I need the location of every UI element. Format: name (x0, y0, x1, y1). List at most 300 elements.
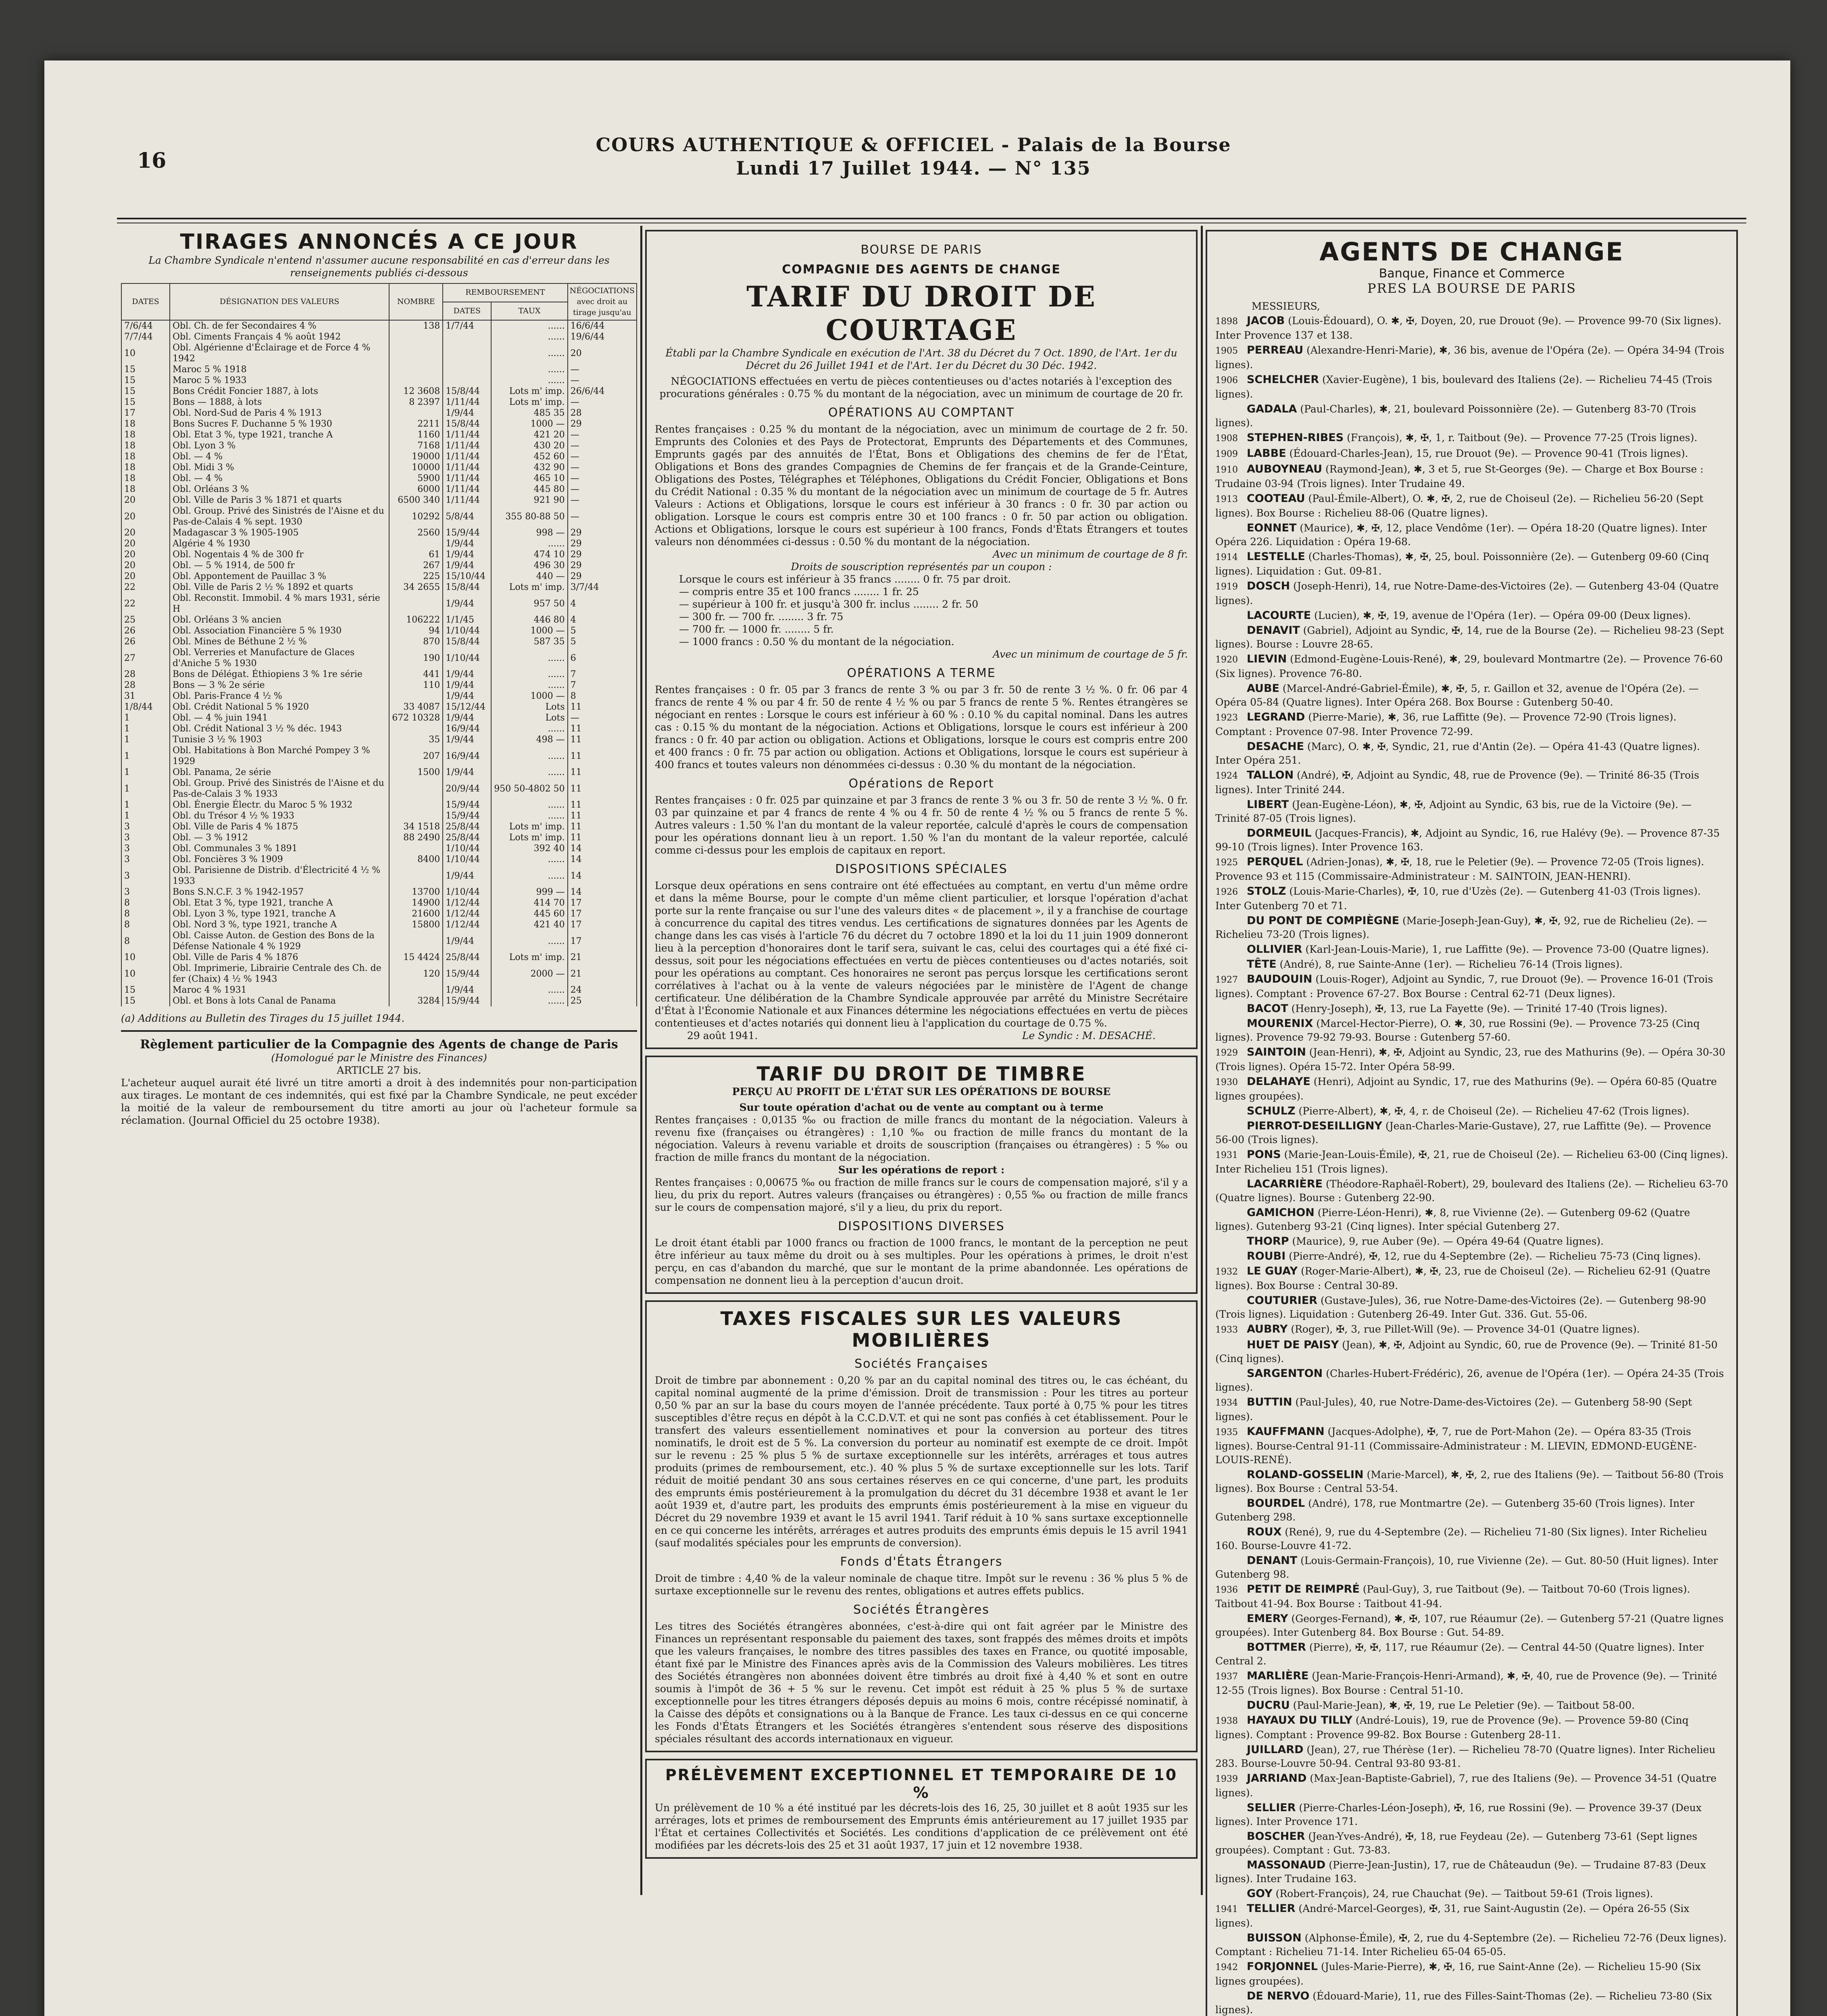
souscription-list (655, 573, 1188, 648)
row-taux: ...... (491, 767, 567, 778)
agent-name: SARGENTON (1246, 1367, 1323, 1380)
agent-name: EONNET (1246, 522, 1297, 534)
compagnie-title: COMPAGNIE DES AGENTS DE CHANGE (782, 262, 1061, 277)
row-negociation: 19/6/44 (568, 331, 637, 342)
row-remb-date: 15/9/44 (443, 527, 491, 538)
row-remb-date: 1/12/44 (443, 919, 491, 930)
agent-details: (Jacques-Francis), ✱, Adjoint au Syndic, 16, rue Halévy (9e). — Provence 87-35 99-10 (Trois lignes). Inter Provence 163. (1215, 827, 1720, 853)
row-designation: Obl. Group. Privé des Sinistrés de l'Aisne et du Pas-de-Calais 3 % 1933 (170, 778, 389, 800)
list-item (1215, 462, 1728, 491)
reglement-title: Règlement particulier de la Compagnie des Agents de change de Paris (140, 1037, 618, 1052)
agent-year: 1905 (1215, 346, 1238, 356)
row-remb-date: 15/9/44 (443, 963, 491, 985)
row-negociation: — (568, 484, 637, 495)
agent-details: (Pierre-Albert), ✱, ✠, 4, r. de Choiseul (2e). — Richelieu 47-62 (Trois lignes). (1298, 1105, 1690, 1117)
table-row (121, 734, 637, 745)
row-designation: Obl. du Trésor 4 ½ % 1933 (170, 810, 389, 821)
table-row (121, 745, 637, 767)
row-negociation: 29 (568, 549, 637, 560)
row-designation: Bons — 1888, à lots (170, 397, 389, 408)
table-row (121, 571, 637, 582)
row-date: 20 (121, 549, 170, 560)
reglement-article: ARTICLE 27 bis. (337, 1064, 421, 1076)
agent-year: 1935 (1215, 1427, 1238, 1437)
row-taux: 465 10 (491, 473, 567, 484)
agent-year: 1936 (1215, 1585, 1238, 1595)
agent-name: STOLZ (1246, 885, 1286, 898)
row-designation: Obl. Nord-Sud de Paris 4 % 1913 (170, 408, 389, 419)
table-row (121, 810, 637, 821)
row-negociation: 6 (568, 647, 637, 669)
row-nombre (389, 930, 443, 952)
agent-name: DU PONT DE COMPIÈGNE (1246, 914, 1400, 927)
agent-name: PETIT DE REIMPRÉ (1246, 1583, 1360, 1595)
agent-details: (Marie-Joseph-Jean-Guy), ✱, ✠, 92, rue de Richelieu (2e). — Richelieu 73-20 (Trois lignes). (1215, 915, 1707, 940)
table-row (121, 386, 637, 397)
taxes-fr-title: Sociétés Françaises (854, 1357, 988, 1371)
list-item (1215, 1177, 1728, 1205)
dispositions-text: Lorsque deux opérations en sens contraire ont été effectuées au comptant, en vertu d'un même ordre et dans la même Bourse, pour le compte d'un même client particulier, et lorsque l'opération d'achat porte sur la rente française ou sur l'une des valeurs dites « de placement », il y a franchise de courtage à concurrence du capital des titres vendus. Les certifications de signatures données par les Agents de change dans les cas visés à l'article 76 du décret du 7 octobre 1890 et la loi du 11 juin 1909 donneront lieu à la perception d'honoraires dont le tarif sera, suivant le cas, celui des courtages qui a été fixé ci-dessus, soit pour les négociations effectuées en vertu de pièces contentieuses ou d'actes notariés, soit pour les opérations au comptant. Ces honoraires ne seront pas perçus lorsque les certifications seront corrélatives à l'achat ou à la vente de valeurs négociées par le ministère de l'Agent de change certificateur. Une délibération de la Chambre Syndicale approuvée par arrêté du Ministre Secrétaire d'État à l'Économie Nationale et aux Finances détermine les négociations effectuées en vertu de pièces contentieuses et d'actes notariés qui donnent lieu à l'application du courtage de 0.75 %. (655, 880, 1188, 1029)
row-negociation: 11 (568, 702, 637, 712)
agent-details: (Paul-Émile-Albert), O. ✱, ✠, 2, rue de Choiseul (2e). — Richelieu 56-20 (Sept lignes). Box Bourse : Richelieu 88-06 (Quatre lignes). (1215, 493, 1704, 519)
table-row (121, 930, 637, 952)
list-item (1215, 1641, 1728, 1668)
row-negociation: 7 (568, 680, 637, 691)
agent-name: BOURDEL (1246, 1497, 1305, 1510)
row-negociation: 29 (568, 538, 637, 549)
col-header-taux: TAUX (491, 302, 567, 321)
agent-details: (Jacques-Adolphe), ✠, 7, rue de Port-Mahon (2e). — Opéra 83-35 (Trois lignes). Bourse-Central 91-11 (Commissaire-Administrateur : M. LIEVIN, EDMOND-EUGÈNE-LOUIS-RENÉ). (1215, 1426, 1697, 1466)
row-date: 3 (121, 865, 170, 887)
row-taux: 430 20 (491, 440, 567, 451)
row-designation: Maroc 5 % 1933 (170, 375, 389, 386)
table-row (121, 898, 637, 908)
taxes-etr-title: Sociétés Étrangères (853, 1603, 990, 1617)
row-designation: Obl. Habitations à Bon Marché Pompey 3 % 1929 (170, 745, 389, 767)
row-nombre: 5900 (389, 473, 443, 484)
row-designation: Bons — 3 % 2e série (170, 680, 389, 691)
courtage-date: 29 août 1941. (687, 1030, 758, 1041)
row-negociation: 29 (568, 560, 637, 571)
agent-details: (Robert-François), 24, rue Chauchat (9e). — Taitbout 59-61 (Trois lignes). (1275, 1888, 1653, 1899)
agent-name: PERREAU (1246, 344, 1304, 356)
row-date: 18 (121, 419, 170, 429)
list-item (1215, 1699, 1728, 1712)
row-taux: ...... (491, 538, 567, 549)
row-designation: Obl. Ville de Paris 2 ½ % 1892 et quarts (170, 582, 389, 593)
row-taux: 921 90 (491, 495, 567, 506)
timbre-sub1: Sur toute opération d'achat ou de vente au comptant ou à terme (739, 1102, 1104, 1113)
row-remb-date: 15/8/44 (443, 582, 491, 593)
row-nombre: 190 (389, 647, 443, 669)
row-negociation: — (568, 429, 637, 440)
row-negociation: 29 (568, 571, 637, 582)
row-negociation: 26/6/44 (568, 386, 637, 397)
list-item (1215, 973, 1728, 1001)
row-negociation: 17 (568, 919, 637, 930)
report-title: Opérations de Report (848, 777, 994, 791)
row-nombre: 61 (389, 549, 443, 560)
agent-year: 1914 (1215, 552, 1238, 562)
row-nombre: 2211 (389, 419, 443, 429)
row-negociation: — (568, 440, 637, 451)
row-nombre: 21600 (389, 908, 443, 919)
row-taux: ...... (491, 320, 567, 331)
column-divider (1201, 226, 1203, 1895)
row-taux: ...... (491, 800, 567, 810)
row-nombre (389, 810, 443, 821)
row-date: 8 (121, 919, 170, 930)
table-row (121, 625, 637, 636)
row-negociation: 11 (568, 778, 637, 800)
agent-name: BOSCHER (1246, 1830, 1305, 1843)
list-item (1215, 492, 1728, 520)
agent-name: SELLIER (1246, 1801, 1296, 1814)
row-taux: 474 10 (491, 549, 567, 560)
row-remb-date: 1/10/44 (443, 625, 491, 636)
row-date: 15 (121, 386, 170, 397)
list-item (1215, 1235, 1728, 1248)
table-row (121, 647, 637, 669)
agent-name: GAMICHON (1246, 1206, 1315, 1219)
row-remb-date: 1/10/44 (443, 854, 491, 865)
agent-year: 1926 (1215, 887, 1238, 897)
row-negociation: 24 (568, 985, 637, 996)
agent-details: (Edmond-Eugène-Louis-René), ✱, 29, boulevard Montmartre (2e). — Provence 76-60 (Six lignes). Provence 76-80. (1215, 653, 1723, 679)
row-date: 1 (121, 767, 170, 778)
row-date: 26 (121, 625, 170, 636)
row-negociation: — (568, 451, 637, 462)
agent-year: 1927 (1215, 975, 1238, 985)
agent-details: (Raymond-Jean), ✱, 3 et 5, rue St-Georges (9e). — Charge et Box Bourse : Trudaine 03-94 (Trois lignes). Inter Trudaine 49. (1215, 463, 1704, 489)
reglement-subtitle: (Homologué par le Ministre des Finances) (271, 1052, 487, 1064)
col-header-dates: DATES (121, 283, 170, 320)
agent-name: AUBOYNEAU (1246, 463, 1323, 475)
row-taux: Lots m' imp. (491, 952, 567, 963)
agent-name: LEGRAND (1246, 711, 1305, 723)
row-date: 28 (121, 680, 170, 691)
agent-year: 1941 (1215, 1904, 1238, 1914)
agent-details: (Jean-Yves-André), ✠, 18, rue Feydeau (2e). — Gutenberg 73-61 (Sept lignes groupées). Comptant : Gut. 73-83. (1215, 1831, 1698, 1856)
row-nombre: 1160 (389, 429, 443, 440)
row-negociation: 11 (568, 821, 637, 832)
agent-year: 1920 (1215, 655, 1238, 665)
agent-name: COUTURIER (1246, 1294, 1318, 1307)
row-taux: 498 — (491, 734, 567, 745)
agent-details: (Pierre-Jean-Justin), 17, rue de Châteaudun (9e). — Trudaine 87-83 (Deux lignes). Inter Trudaine 163. (1215, 1859, 1706, 1885)
agent-name: GADALA (1246, 403, 1297, 415)
list-item (1215, 431, 1728, 446)
table-row (121, 560, 637, 571)
agent-name: PERQUEL (1246, 856, 1303, 868)
agent-details: (Pierre-Léon-Henri), ✱, 8, rue Vivienne (2e). — Gutenberg 09-62 (Quatre lignes). Gutenberg 93-21 (Cinq lignes). Inter spécial Gutenberg 27. (1215, 1207, 1690, 1232)
agent-year: 1937 (1215, 1672, 1238, 1682)
row-nombre (389, 408, 443, 419)
row-designation: Obl. — 4 % (170, 451, 389, 462)
row-negociation: — (568, 506, 637, 527)
row-date: 3 (121, 821, 170, 832)
row-designation: Maroc 4 % 1931 (170, 985, 389, 996)
agent-name: STEPHEN-RIBES (1246, 431, 1344, 444)
row-designation: Obl. Etat 3 %, type 1921, tranche A (170, 898, 389, 908)
row-negociation: 11 (568, 800, 637, 810)
list-item (1215, 914, 1728, 941)
agent-year: 1910 (1215, 465, 1238, 475)
row-nombre: 33 4087 (389, 702, 443, 712)
row-negociation: — (568, 364, 637, 375)
agent-year: 1933 (1215, 1325, 1238, 1335)
row-taux: ...... (491, 680, 567, 691)
agent-details: (Pierre), ✠, ✠, 117, rue Réaumur (2e). — Central 44-50 (Quatre lignes). Inter Central 2. (1215, 1641, 1704, 1667)
row-designation: Obl. Lyon 3 %, type 1921, tranche A (170, 908, 389, 919)
row-taux: 445 60 (491, 908, 567, 919)
row-remb-date: 25/8/44 (443, 952, 491, 963)
table-row (121, 669, 637, 680)
agent-details: (Maurice), ✱, ✠, 12, place Vendôme (1er). — Opéra 18-20 (Quatre lignes). Inter Opéra 226. Liquidation : Opéra 19-68. (1215, 522, 1707, 548)
row-negociation: 21 (568, 963, 637, 985)
agent-details: (Marie-Jean-Louis-Émile), ✠, 21, rue de Choiseul (2e). — Richelieu 63-00 (Cinq lignes). Inter Richelieu 151 (Trois lignes). (1215, 1149, 1728, 1175)
row-remb-date: 1/11/44 (443, 484, 491, 495)
agents-title: AGENTS DE CHANGE (1319, 237, 1624, 267)
agent-details: (Georges-Fernand), ✱, ✠, 107, rue Réaumur (2e). — Gutenberg 57-21 (Quatre lignes groupées). Inter Gutenberg 84. Box Bourse : Gut. 54-89. (1215, 1613, 1724, 1638)
list-item (1215, 855, 1728, 883)
agent-name: LE GUAY (1246, 1265, 1298, 1277)
table-row (121, 614, 637, 625)
prelevement-title: PRÉLÈVEMENT EXCEPTIONNEL ET TEMPORAIRE DE 10 % (665, 1766, 1178, 1801)
agent-details: (Max-Jean-Baptiste-Gabriel), 7, rue des Italiens (9e). — Provence 34-51 (Quatre lignes). (1215, 1772, 1717, 1799)
row-designation: Obl. Crédit National 3 ½ % déc. 1943 (170, 723, 389, 734)
row-date: 10 (121, 952, 170, 963)
row-remb-date (443, 342, 491, 364)
row-negociation: — (568, 397, 637, 408)
row-designation: Obl. Etat 3 %, type 1921, tranche A (170, 429, 389, 440)
col-header-remboursement: REMBOURSEMENT (443, 283, 567, 302)
row-designation: Obl. Foncières 3 % 1909 (170, 854, 389, 865)
table-row (121, 408, 637, 419)
row-nombre: 207 (389, 745, 443, 767)
agent-name: SCHULZ (1246, 1105, 1296, 1117)
row-taux: Lots m' imp. (491, 582, 567, 593)
row-taux: 496 30 (491, 560, 567, 571)
row-taux: Lots m' imp. (491, 832, 567, 843)
row-taux: Lots m' imp. (491, 397, 567, 408)
row-negociation: 11 (568, 723, 637, 734)
agent-details: (Roger-Marie-Albert), ✱, ✠, 23, rue de Choiseul (2e). — Richelieu 62-91 (Quatre lignes). Box Bourse : Central 30-89. (1215, 1265, 1710, 1291)
prelevement-text: Un prélèvement de 10 % a été institué par les décrets-lois des 16, 25, 30 juillet et 8 août 1935 sur les arrérages, lots et primes de remboursement des Emprunts émis antérieurement au 17 juillet 1935 par l'État et certaines Collectivités et Sociétés. Les conditions d'application de ce prélèvement ont été modifiées par les décrets-lois des 25 et 31 août 1937, 17 juin et 12 novembre 1938. (655, 1802, 1188, 1851)
col-header-remb-dates: DATES (443, 302, 491, 321)
row-remb-date: 1/11/44 (443, 440, 491, 451)
minimum-note-2: Avec un minimum de courtage de 5 fr. (993, 648, 1188, 660)
row-remb-date: 16/9/44 (443, 745, 491, 767)
row-taux: 446 80 (491, 614, 567, 625)
agent-name: LIEVIN (1246, 653, 1287, 665)
list-item (1215, 1294, 1728, 1321)
agents-subtitle-2: PRES LA BOURSE DE PARIS (1367, 281, 1576, 296)
list-item (1215, 1931, 1728, 1959)
agent-details: (Jean-Eugène-Léon), ✱, ✠, Adjoint au Syndic, 63 bis, rue de la Victoire (9e). — Trinité 87-05 (Trois lignes). (1215, 799, 1692, 824)
list-item (1215, 768, 1728, 797)
row-taux: ...... (491, 985, 567, 996)
list-item (1215, 1669, 1728, 1697)
agent-name: DENANT (1246, 1554, 1298, 1567)
table-row (121, 375, 637, 386)
row-date: 20 (121, 538, 170, 549)
agent-details: (Jean-Henri), ✱, ✠, Adjoint au Syndic, 23, rue des Mathurins (9e). — Opéra 30-30 (Trois lignes). Opéra 15-72. Inter Opéra 58-99. (1215, 1046, 1725, 1073)
row-nombre (389, 364, 443, 375)
agent-details: (André-Marcel-Georges), ✠, 31, rue Saint-Augustin (2e). — Opéra 26-55 (Six lignes). (1215, 1903, 1690, 1929)
table-row (121, 854, 637, 865)
table-row (121, 636, 637, 647)
agent-name: AUBRY (1246, 1323, 1288, 1335)
agent-details: (Henri), Adjoint au Syndic, 17, rue des Mathurins (9e). — Opéra 60-85 (Quatre lignes groupées). (1215, 1076, 1717, 1102)
list-item (1215, 1554, 1728, 1581)
list-item (1215, 1264, 1728, 1293)
prelevement-box (645, 1759, 1198, 1859)
row-negociation: 5 (568, 625, 637, 636)
agent-name: SAINTOIN (1246, 1046, 1306, 1058)
row-taux: ...... (491, 375, 567, 386)
header-date: Lundi 17 Juillet 1944. — N° 135 (736, 157, 1091, 179)
row-designation: Obl. Lyon 3 % (170, 440, 389, 451)
list-item (1215, 1002, 1728, 1016)
agents-messieurs: MESSIEURS, (1252, 300, 1320, 312)
row-remb-date: 15/9/44 (443, 810, 491, 821)
row-date: 1 (121, 778, 170, 800)
agent-name: LACOURTE (1246, 609, 1311, 622)
list-item (1215, 1858, 1728, 1886)
row-taux: 1000 — (491, 691, 567, 702)
agent-details: (Paul-Charles), ✱, 21, boulevard Poissonnière (2e). — Gutenberg 83-70 (Trois lignes). (1215, 403, 1696, 429)
table-row (121, 331, 637, 342)
row-taux: ...... (491, 364, 567, 375)
row-remb-date: 1/11/44 (443, 462, 491, 473)
row-designation: Obl. Ciments Français 4 % août 1942 (170, 331, 389, 342)
list-item (1215, 1887, 1728, 1901)
header-rule (117, 218, 1746, 219)
row-remb-date: 1/9/44 (443, 734, 491, 745)
row-designation: Maroc 5 % 1918 (170, 364, 389, 375)
list-item (1215, 344, 1728, 372)
row-nombre: 15800 (389, 919, 443, 930)
timbre-title: TARIF DU DROIT DE TIMBRE (756, 1063, 1086, 1085)
reglement-text: L'acheteur auquel aurait été livré un titre amorti a droit à des indemnités pour non-participation aux tirages. Le montant de ces indemnités, qui est fixé par la Chambre Syndicale, ne peut excéder la moitié de la valeur de remboursement du titre amorti au jour où l'acheteur formule sa réclamation. (Journal Officiel du 25 octobre 1938). (121, 1077, 637, 1126)
row-date: 1 (121, 712, 170, 723)
page-header (0, 133, 1827, 180)
agent-details: (Paul-Marie-Jean), ✱, ✠, 19, rue Le Peletier (9e). — Taitbout 58-00. (1293, 1699, 1635, 1711)
row-remb-date: 15/9/44 (443, 800, 491, 810)
row-taux: ...... (491, 854, 567, 865)
list-item (1215, 1902, 1728, 1930)
row-nombre (389, 778, 443, 800)
bourse-title: BOURSE DE PARIS (860, 243, 982, 257)
table-row (121, 996, 637, 1006)
row-remb-date (443, 364, 491, 375)
row-nombre (389, 593, 443, 614)
row-taux: ...... (491, 996, 567, 1006)
row-taux: ...... (491, 865, 567, 887)
row-taux: 998 — (491, 527, 567, 538)
agent-details: (Marie-Marcel), ✱, ✠, 2, rue des Italiens (9e). — Taitbout 56-80 (Trois lignes). Box Bourse : Central 53-54. (1215, 1469, 1724, 1494)
row-taux: 1000 — (491, 419, 567, 429)
row-negociation: 14 (568, 843, 637, 854)
agent-name: DE NERVO (1246, 1990, 1310, 2002)
row-date: 28 (121, 669, 170, 680)
agent-name: BUISSON (1246, 1932, 1302, 1944)
row-date: 27 (121, 647, 170, 669)
list-item (1215, 521, 1728, 549)
row-taux: 999 — (491, 887, 567, 898)
agent-details: (Maurice), 9, rue Auber (9e). — Opéra 49-64 (Quatre lignes). (1292, 1235, 1604, 1247)
table-row (121, 691, 637, 702)
agent-details: (Charles-Thomas), ✱, ✠, 25, boul. Poissonnière (2e). — Gutenberg 09-60 (Cinq lignes). Liquidation : Gut. 09-81. (1215, 551, 1709, 577)
row-taux: Lots (491, 702, 567, 712)
table-row (121, 440, 637, 451)
timbre-box (645, 1056, 1198, 1294)
row-taux: 485 35 (491, 408, 567, 419)
courtage-signature: Le Syndic : M. DESACHÉ. (1022, 1030, 1156, 1041)
row-designation: Obl. — 4 % juin 1941 (170, 712, 389, 723)
agent-name: PIERROT-DESEILLIGNY (1246, 1120, 1382, 1132)
row-remb-date: 1/9/44 (443, 865, 491, 887)
agent-year: 1932 (1215, 1267, 1238, 1277)
row-remb-date: 25/8/44 (443, 832, 491, 843)
row-designation: Obl. Communales 3 % 1891 (170, 843, 389, 854)
list-item (1215, 1395, 1728, 1424)
table-row (121, 451, 637, 462)
row-negociation: — (568, 712, 637, 723)
agents-subtitle: Banque, Finance et Commerce (1379, 267, 1565, 281)
row-date: 18 (121, 429, 170, 440)
agent-details: (Alphonse-Émile), ✠, 2, rue du 4-Septembre (2e). — Richelieu 72-76 (Deux lignes). Comptant : Richelieu 71-14. Inter Richelieu 65-04 65-05. (1215, 1932, 1727, 1958)
row-negociation: — (568, 462, 637, 473)
row-taux: 392 40 (491, 843, 567, 854)
table-row (121, 908, 637, 919)
list-item (1215, 1367, 1728, 1394)
agent-year: 1930 (1215, 1077, 1238, 1087)
header-title: COURS AUTHENTIQUE & OFFICIEL - Palais de la Bourse (596, 134, 1231, 156)
list-item (1215, 1960, 1728, 1988)
list-item (1215, 1045, 1728, 1074)
taxes-etat-text: Droit de timbre : 4,40 % de la valeur nominale de chaque titre. Impôt sur le revenu : 36 % plus 5 % de surtaxe exceptionnelle sur le revenu des rentes, obligations et autres effets publics. (655, 1572, 1188, 1597)
agent-details: (Paul-Jules), 40, rue Notre-Dame-des-Victoires (2e). — Gutenberg 58-90 (Sept lignes). (1215, 1396, 1692, 1422)
row-negociation: 28 (568, 408, 637, 419)
row-nombre: 267 (389, 560, 443, 571)
minimum-note: Avec un minimum de courtage de 8 fr. (993, 548, 1188, 560)
row-taux: 414 70 (491, 898, 567, 908)
tirages-title: TIRAGES ANNONCÉS A CE JOUR (180, 230, 578, 254)
row-remb-date: 1/9/44 (443, 593, 491, 614)
dispositions-title: DISPOSITIONS SPÉCIALES (835, 862, 1008, 876)
row-designation: Obl. Nord 3 %, type 1921, tranche A (170, 919, 389, 930)
row-date: 15 (121, 364, 170, 375)
row-nombre (389, 865, 443, 887)
taxes-fr-text: Droit de timbre par abonnement : 0,20 % par an du capital nominal des titres ou, le cas échéant, du capital nominal augmenté de la prime d'émission. Droit de transmission : Pour les titres au porteur 0,50 % par an sur la base du cours moyen de l'année précédente. Taux porté à 0,75 % pour les titres susceptibles d'être reçus en dépôt à la C.C.D.V.T. et qui ne sont pas confiés à cet établissement. Pour le transfert des valeurs essentiellement nominatives et pour la conversion au porteur des titres nominatifs, le droit est de 5 %. La conversion du porteur au nominatif est exempte de ce droit. Impôt sur le revenu : 25 % plus 5 % de surtaxe exceptionnelle sur les intérêts, arrérages et tous autres produits (primes de remboursement, etc.). 40 % plus 5 % de surtaxe exceptionnelle sur les lots. Tarif réduit de moitié pendant 30 ans sous certaines réserves en ce qui concerne, d'une part, les produits des emprunts émis postérieurement à la promulgation du décret du 31 décembre 1938 et avant le 1er août 1939 et, d'autre part, les produits des emprunts émis postérieurement à la mise en vigueur du Décret du 29 novembre 1939 et avant le 15 avril 1941. Tarif réduit à 10 % sans surtaxe exceptionnelle en ce qui concerne les intérêts, arrérages et autres produits des emprunts émis depuis le 15 avril 1941 (sauf modalités spéciales pour les emprunts de conversion). (655, 1375, 1188, 1549)
agent-name: ROUBI (1246, 1250, 1286, 1262)
agent-details: (Louis-Marie-Charles), ✠, 10, rue d'Uzès (2e). — Gutenberg 41-03 (Trois lignes). Inter Gutenberg 70 et 71. (1215, 885, 1701, 912)
row-remb-date: 1/11/44 (443, 397, 491, 408)
row-designation: Obl. Midi 3 % (170, 462, 389, 473)
timbre-text2: Rentes françaises : 0,00675 ‰ ou fraction de mille francs sur le cours de compensation majoré, s'il y a lieu, du prix du report. Autres valeurs (françaises ou étrangères) : 0,55 ‰ ou fraction de mille francs sur le cours de compensation majoré, s'il y a lieu, du prix du report. (655, 1177, 1188, 1213)
agent-details: (Jules-Marie-Pierre), ✱, ✠, 16, rue Saint-Anne (2e). — Richelieu 15-90 (Six lignes groupées). (1215, 1961, 1701, 1987)
agent-details: (René), 9, rue du 4-Septembre (2e). — Richelieu 71-80 (Six lignes). Inter Richelieu 160. Bourse-Louvre 41-72. (1215, 1526, 1707, 1552)
list-item (1215, 1104, 1728, 1118)
row-nombre: 225 (389, 571, 443, 582)
agent-name: LESTELLE (1246, 550, 1305, 563)
table-row (121, 887, 637, 898)
agent-name: LIBERT (1246, 798, 1289, 811)
row-designation: Obl. Ch. de fer Secondaires 4 % (170, 320, 389, 331)
row-date: 1 (121, 800, 170, 810)
